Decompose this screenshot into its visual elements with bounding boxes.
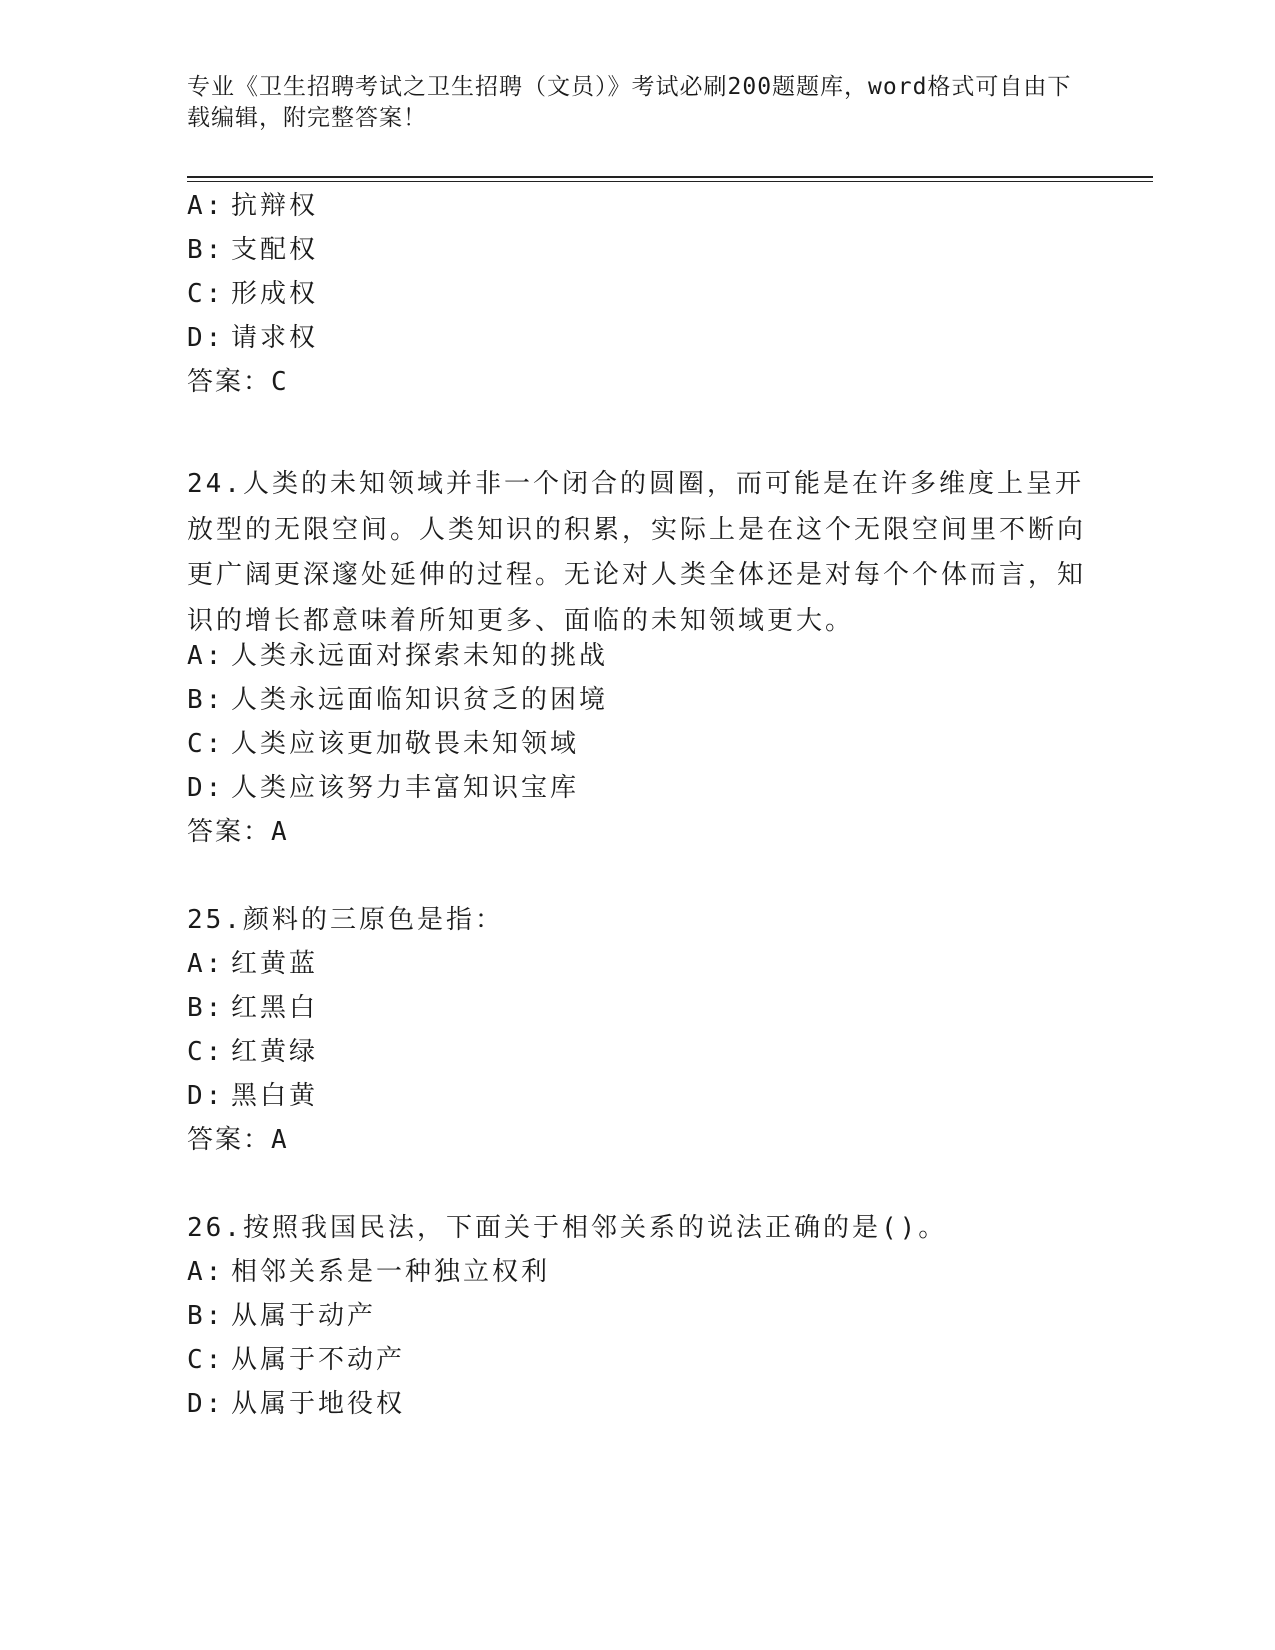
q24-stem: 24.人类的未知领域并非一个闭合的圆圈，而可能是在许多维度上呈开放型的无限空间。人类知识的积累，实际上是在这个无限空间里不断向更广阔更深邃处延伸的过程。无论对人类全体还是对每个个体而言，知识的增长都意味着所知更多、面临的未知领域更大。 <box>187 469 1087 636</box>
header-rule-thin <box>187 181 1153 182</box>
q24-option-d: D: 人类应该努力丰富知识宝库 <box>187 773 580 803</box>
q26-stem: 26.按照我国民法，下面关于相邻关系的说法正确的是()。 <box>187 1213 948 1243</box>
q25-option-b: B: 红黑白 <box>187 993 319 1023</box>
q26-option-d: D: 从属于地役权 <box>187 1389 406 1419</box>
q25-stem: 25.颜料的三原色是指： <box>187 905 504 935</box>
q26-option-a: A: 相邻关系是一种独立权利 <box>187 1257 551 1287</box>
q25-option-c: C: 红黄绿 <box>187 1037 319 1067</box>
q24-option-a: A: 人类永远面对探索未知的挑战 <box>187 641 609 671</box>
q23-answer: 答案：C <box>187 367 290 397</box>
header-rule-thick <box>187 176 1153 178</box>
q23-option-c: C: 形成权 <box>187 279 319 309</box>
q26-option-b: B: 从属于动产 <box>187 1301 377 1331</box>
q24-option-c: C: 人类应该更加敬畏未知领域 <box>187 729 580 759</box>
document-header: 专业《卫生招聘考试之卫生招聘（文员）》考试必刷200题题库，word格式可自由下载编辑，附完整答案！ <box>187 74 1072 131</box>
q25-option-a: A: 红黄蓝 <box>187 949 319 979</box>
q26-option-c: C: 从属于不动产 <box>187 1345 406 1375</box>
q24-option-b: B: 人类永远面临知识贫乏的困境 <box>187 685 609 715</box>
q23-option-d: D: 请求权 <box>187 323 319 353</box>
q23-option-b: B: 支配权 <box>187 235 319 265</box>
q25-answer: 答案：A <box>187 1125 290 1155</box>
q23-option-a: A: 抗辩权 <box>187 191 319 221</box>
q24-answer: 答案：A <box>187 817 290 847</box>
q25-option-d: D: 黑白黄 <box>187 1081 319 1111</box>
